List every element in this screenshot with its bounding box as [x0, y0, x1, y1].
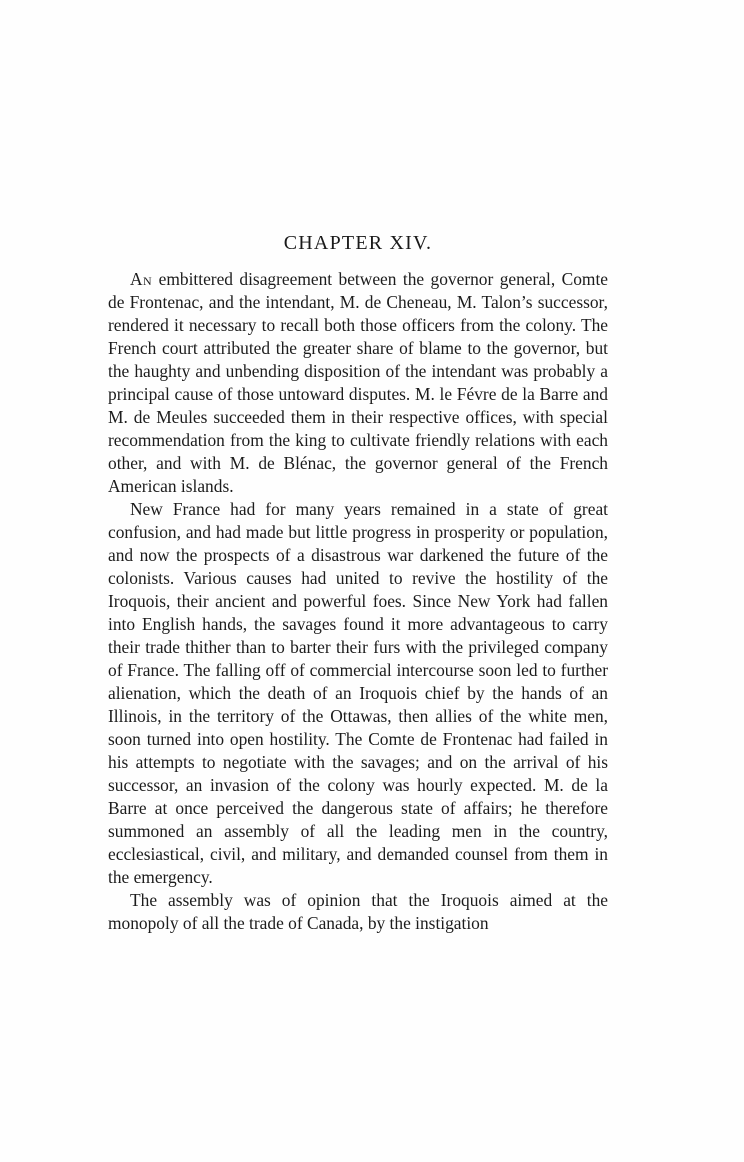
chapter-body	[108, 268, 608, 935]
paragraph-3	[108, 889, 608, 935]
paragraph-text: The assembly was of opinion that the Iroquois aimed at the monopoly of all the trade of Canada, by the instigation	[108, 890, 608, 933]
chapter-title: CHAPTER XIV.	[283, 232, 433, 254]
paragraph-text: New France had for many years remained in a state of great confusion, and had made but little progress in prosperity or population, and now the prospects of a disastrous war darkened the future of the colonists. Various causes had united to revive the hostility of the Iroquois, their ancient and powerful foes. Since New York had fallen into English hands, the savages found it more advantageous to carry their trade thither than to barter their furs with the privileged company of France. The falling off of commercial intercourse soon led to further alienation, which the death of an Iroquois chief by the hands of an Illinois, in the territory of the Ottawas, then allies of the white men, soon turned into open hostility. The Comte de Frontenac had failed in his attempts to negotiate with the savages; and on the arrival of his successor, an invasion of the colony was hourly expected. M. de la Barre at once perceived the dangerous state of affairs; he therefore summoned an assembly of all the leading men in the country, ecclesiastical, civil, and military, and demanded counsel from them in the emergency.	[108, 499, 608, 887]
paragraph-2	[108, 498, 608, 889]
paragraph-lead-word: An	[130, 269, 153, 289]
paragraph-text: embittered disagreement between the governor general, Comte de Frontenac, and the intendant, M. de Cheneau, M. Talon’s successor, rendered it necessary to recall both those officers from the colony. The French court attributed the greater share of blame to the governor, but the haughty and unbending disposition of the intendant was probably a principal cause of those untoward disputes. M. le Févre de la Barre and M. de Meules succeeded them in their respective offices, with special recommendation from the king to cultivate friendly relations with each other, and with M. de Blénac, the governor general of the French American islands.	[108, 269, 608, 496]
paragraph-1	[108, 268, 608, 498]
